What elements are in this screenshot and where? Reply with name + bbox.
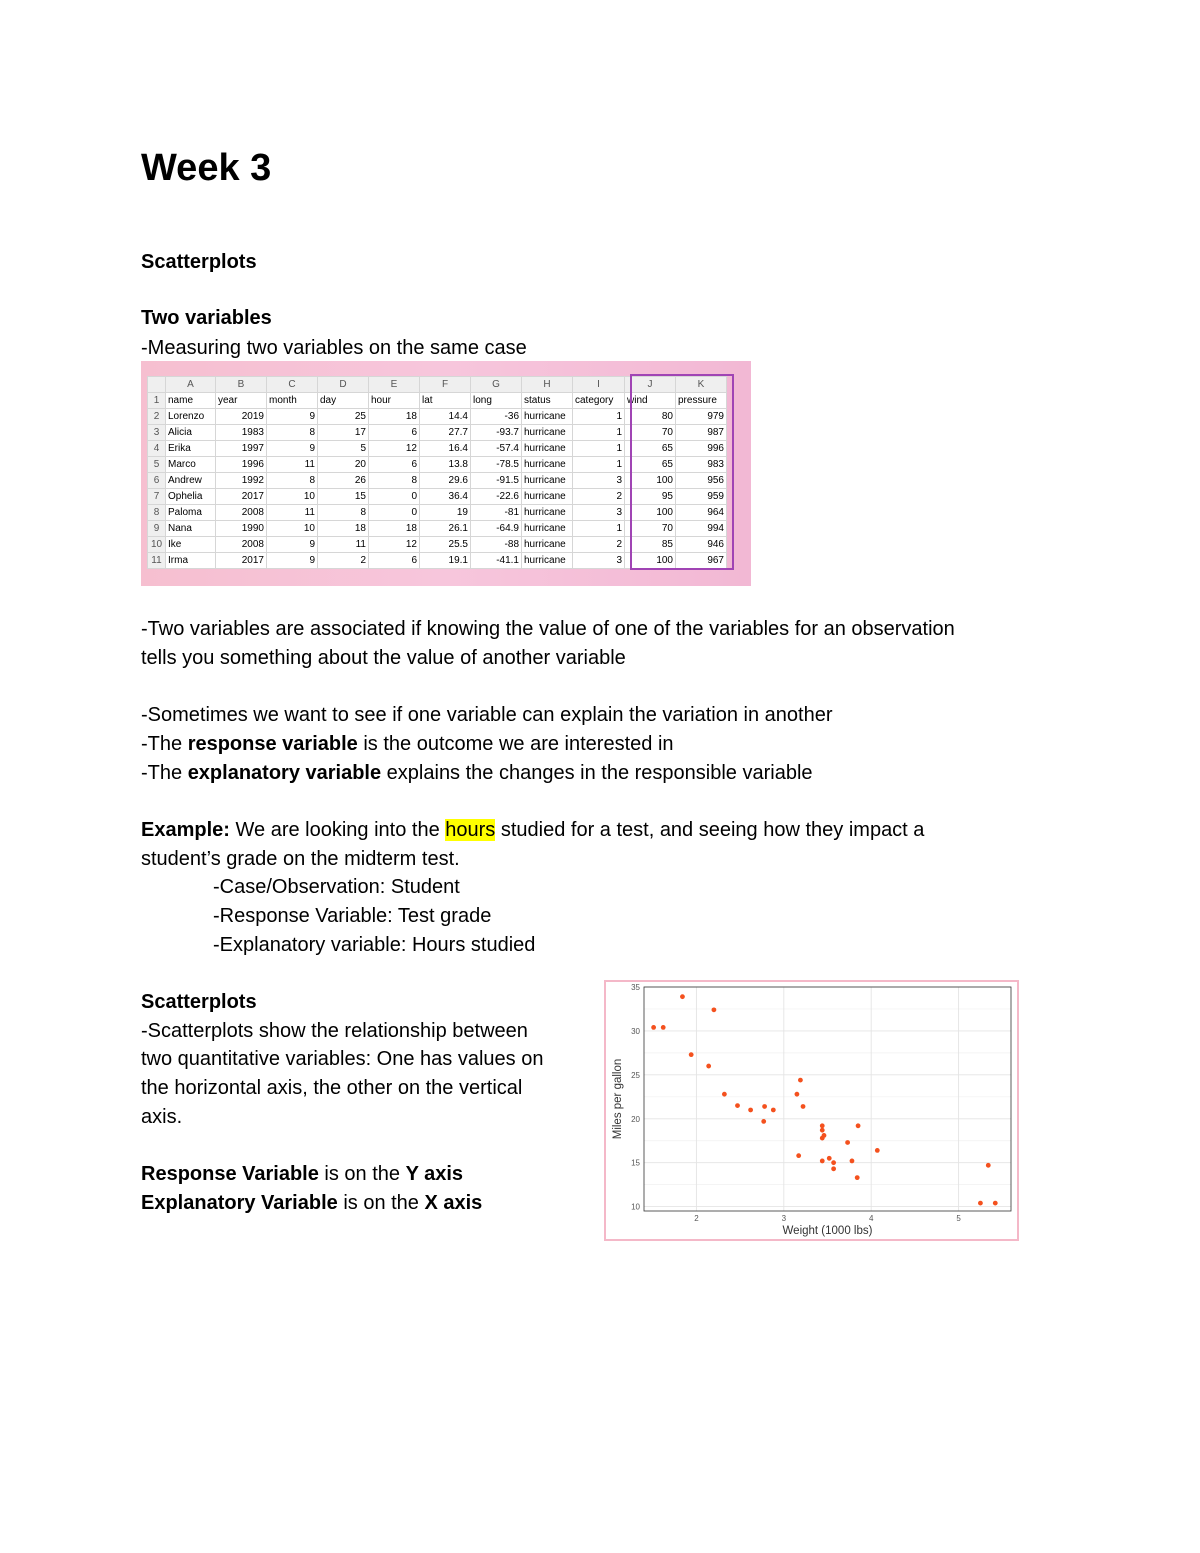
data-point (722, 1092, 727, 1097)
row-number: 5 (148, 457, 166, 473)
spreadsheet-cell: 16.4 (420, 441, 471, 457)
row-number: 4 (148, 441, 166, 457)
row-number: 2 (148, 409, 166, 425)
spreadsheet-cell: 27.7 (420, 425, 471, 441)
column-letter: H (522, 377, 573, 393)
example-response: -Response Variable: Test grade (213, 905, 492, 927)
spreadsheet-cell: hurricane (522, 505, 573, 521)
spreadsheet-cell: 2008 (216, 537, 267, 553)
spreadsheet-cell: 3 (573, 505, 625, 521)
y-tick-label: 25 (631, 1070, 640, 1080)
spreadsheet-cell: 15 (318, 489, 369, 505)
example-line-1: Example: We are looking into the hours studied for a test, and seeing how they impact a (141, 819, 925, 841)
spreadsheet-cell: 25.5 (420, 537, 471, 553)
spreadsheet-cell: 18 (318, 521, 369, 537)
spreadsheet-cell: 5 (318, 441, 369, 457)
data-point (761, 1119, 766, 1124)
data-point (801, 1104, 806, 1109)
spreadsheet-cell: 6 (369, 425, 420, 441)
data-point (706, 1064, 711, 1069)
spreadsheet-cell: 36.4 (420, 489, 471, 505)
chart-grid (644, 987, 1011, 1211)
spreadsheet-cell: Paloma (166, 505, 216, 521)
spreadsheet-cell: 17 (318, 425, 369, 441)
spreadsheet-cell: hurricane (522, 457, 573, 473)
scatter-desc-line-3: the horizontal axis, the other on the vertical (141, 1077, 523, 1099)
data-point (771, 1108, 776, 1113)
spreadsheet-cell: 2019 (216, 409, 267, 425)
scatter-chart (606, 982, 1017, 1239)
spreadsheet-cell: day (318, 393, 369, 409)
y-tick-label: 20 (631, 1114, 640, 1124)
spreadsheet-cell: 100 (625, 553, 676, 569)
spreadsheet-cell: -36 (471, 409, 522, 425)
data-point (680, 994, 685, 999)
spreadsheet-cell: 9 (267, 553, 318, 569)
spreadsheet-cell: 987 (676, 425, 727, 441)
data-point (978, 1201, 983, 1206)
y-axis-label: Miles per gallon (612, 1058, 624, 1140)
data-point (827, 1156, 832, 1161)
highlighted-hours: hours (445, 819, 496, 841)
data-point (820, 1123, 825, 1128)
x-axis-label: Weight (1000 lbs) (782, 1225, 873, 1237)
data-point (689, 1052, 694, 1057)
row-number: 10 (148, 537, 166, 553)
spreadsheet-cell: 9 (267, 441, 318, 457)
spreadsheet-cell: month (267, 393, 318, 409)
x-tick-label: 3 (781, 1214, 787, 1223)
spreadsheet-cell: hurricane (522, 409, 573, 425)
spreadsheet-cell: 2017 (216, 489, 267, 505)
column-letter: J (625, 377, 676, 393)
spreadsheet-cell: Andrew (166, 473, 216, 489)
scatter-desc-line-2: two quantitative variables: One has values on (141, 1048, 544, 1070)
spreadsheet-cell: 1990 (216, 521, 267, 537)
x-tick-label: 5 (956, 1214, 961, 1223)
spreadsheet-cell: Erika (166, 441, 216, 457)
row-number: 9 (148, 521, 166, 537)
data-point (850, 1159, 855, 1164)
explanatory-variable-line: -The explanatory variable explains the changes in the responsible variable (141, 762, 813, 784)
data-point (820, 1128, 825, 1133)
spreadsheet-cell: 29.6 (420, 473, 471, 489)
spreadsheet-cell: 956 (676, 473, 727, 489)
row-number: 11 (148, 553, 166, 569)
row-number: 3 (148, 425, 166, 441)
spreadsheet-cell: -91.5 (471, 473, 522, 489)
sometimes-line: -Sometimes we want to see if one variable can explain the variation in another (141, 704, 833, 726)
spreadsheet-cell: -64.9 (471, 521, 522, 537)
spreadsheet-cell: 9 (267, 537, 318, 553)
wind-pressure-selection-box (630, 374, 734, 570)
y-tick-label: 35 (631, 983, 640, 992)
example-line-2: student’s grade on the midterm test. (141, 848, 460, 870)
spreadsheet-cell: 10 (267, 489, 318, 505)
y-tick-label: 10 (631, 1202, 640, 1212)
spreadsheet-cell: hurricane (522, 425, 573, 441)
axis-rule-x: Explanatory Variable is on the X axis (141, 1192, 483, 1214)
spreadsheet-cell: 983 (676, 457, 727, 473)
spreadsheet-cell: 19 (420, 505, 471, 521)
spreadsheet-cell: hurricane (522, 473, 573, 489)
spreadsheet-cell: Irma (166, 553, 216, 569)
data-point (796, 1153, 801, 1158)
data-point (712, 1007, 717, 1012)
spreadsheet-cell: 11 (318, 537, 369, 553)
row-number: 1 (148, 393, 166, 409)
spreadsheet-cell: 26 (318, 473, 369, 489)
spreadsheet-cell: 12 (369, 537, 420, 553)
data-point (762, 1104, 767, 1109)
spreadsheet-cell: wind (625, 393, 676, 409)
spreadsheet-cell: 1992 (216, 473, 267, 489)
spreadsheet-cell: 994 (676, 521, 727, 537)
data-point (993, 1201, 998, 1206)
spreadsheet-cell: -57.4 (471, 441, 522, 457)
column-letter: F (420, 377, 471, 393)
spreadsheet-cell: 10 (267, 521, 318, 537)
spreadsheet-cell: 6 (369, 457, 420, 473)
spreadsheet-cell: 1 (573, 409, 625, 425)
association-line-2: tells you something about the value of another variable (141, 647, 626, 669)
spreadsheet-cell: hurricane (522, 521, 573, 537)
spreadsheet-cell: 11 (267, 457, 318, 473)
spreadsheet-cell: 1 (573, 457, 625, 473)
spreadsheet-cell: 8 (267, 425, 318, 441)
spreadsheet-cell: 2 (573, 537, 625, 553)
spreadsheet-cell: 0 (369, 489, 420, 505)
spreadsheet-cell: category (573, 393, 625, 409)
spreadsheet-cell: hurricane (522, 489, 573, 505)
spreadsheet-cell: 996 (676, 441, 727, 457)
spreadsheet-cell: 20 (318, 457, 369, 473)
spreadsheet-cell: 1 (573, 441, 625, 457)
spreadsheet-cell: 26.1 (420, 521, 471, 537)
data-point (831, 1160, 836, 1165)
spreadsheet-cell: 2 (318, 553, 369, 569)
x-tick-label: 2 (694, 1214, 699, 1223)
spreadsheet-cell: 100 (625, 473, 676, 489)
row-number: 6 (148, 473, 166, 489)
spreadsheet-cell: name (166, 393, 216, 409)
spreadsheet-cell: 964 (676, 505, 727, 521)
spreadsheet-cell: 13.8 (420, 457, 471, 473)
spreadsheet-cell: 967 (676, 553, 727, 569)
data-point (651, 1025, 656, 1030)
spreadsheet-cell: -41.1 (471, 553, 522, 569)
row-number: 8 (148, 505, 166, 521)
association-line-1: -Two variables are associated if knowing the value of one of the variables for an observation (141, 618, 955, 640)
column-letter: I (573, 377, 625, 393)
spreadsheet-cell: -81 (471, 505, 522, 521)
axis-ticks (631, 983, 961, 1223)
scatter-chart-frame (604, 980, 1019, 1241)
spreadsheet-cell: 1996 (216, 457, 267, 473)
spreadsheet-cell: 8 (318, 505, 369, 521)
spreadsheet-cell: 9 (267, 409, 318, 425)
spreadsheet-cell: status (522, 393, 573, 409)
spreadsheet-cell: 12 (369, 441, 420, 457)
spreadsheet-cell: 2008 (216, 505, 267, 521)
spreadsheet-cell: long (471, 393, 522, 409)
spreadsheet-cell: -93.7 (471, 425, 522, 441)
spreadsheet-cell: 979 (676, 409, 727, 425)
spreadsheet-cell: 2 (573, 489, 625, 505)
spreadsheet-cell: lat (420, 393, 471, 409)
spreadsheet-cell: 1 (573, 425, 625, 441)
subheading-two-variables: Two variables (141, 307, 272, 329)
spreadsheet-cell: 19.1 (420, 553, 471, 569)
data-point (986, 1163, 991, 1168)
spreadsheet-cell: 25 (318, 409, 369, 425)
data-point (661, 1025, 666, 1030)
spreadsheet-cell: 70 (625, 521, 676, 537)
spreadsheet-cell: 3 (573, 553, 625, 569)
spreadsheet-cell: pressure (676, 393, 727, 409)
spreadsheet-cell: Ophelia (166, 489, 216, 505)
spreadsheet-cell: hurricane (522, 537, 573, 553)
example-explanatory: -Explanatory variable: Hours studied (213, 934, 536, 956)
spreadsheet-cell: -78.5 (471, 457, 522, 473)
spreadsheet-cell: 8 (369, 473, 420, 489)
spreadsheet-cell: 6 (369, 553, 420, 569)
spreadsheet-cell: 70 (625, 425, 676, 441)
data-point (856, 1123, 861, 1128)
data-point (845, 1140, 850, 1145)
scatter-desc-line-4: axis. (141, 1106, 183, 1128)
spreadsheet-cell: 2017 (216, 553, 267, 569)
data-point (735, 1103, 740, 1108)
spreadsheet-cell: 18 (369, 409, 420, 425)
data-point (875, 1148, 880, 1153)
page-title: Week 3 (141, 147, 272, 189)
data-point (820, 1159, 825, 1164)
spreadsheet-cell: 946 (676, 537, 727, 553)
spreadsheet-cell: 959 (676, 489, 727, 505)
column-letter: B (216, 377, 267, 393)
column-letter: E (369, 377, 420, 393)
column-letter: K (676, 377, 727, 393)
column-letter: D (318, 377, 369, 393)
spreadsheet-cell: 8 (267, 473, 318, 489)
spreadsheet-cell: Alicia (166, 425, 216, 441)
column-letter: A (166, 377, 216, 393)
spreadsheet-cell: hurricane (522, 441, 573, 457)
response-variable-line: -The response variable is the outcome we are interested in (141, 733, 674, 755)
column-letter: C (267, 377, 318, 393)
spreadsheet-cell: 3 (573, 473, 625, 489)
data-point (831, 1166, 836, 1171)
spreadsheet-cell: 1 (573, 521, 625, 537)
spreadsheet-cell: 95 (625, 489, 676, 505)
spreadsheet-cell: hour (369, 393, 420, 409)
spreadsheet-cell: 0 (369, 505, 420, 521)
data-point (795, 1092, 800, 1097)
y-tick-label: 30 (631, 1026, 640, 1036)
data-point (798, 1078, 803, 1083)
spreadsheet-cell: Ike (166, 537, 216, 553)
measuring-line: -Measuring two variables on the same case (141, 337, 527, 359)
plot-panel-border (644, 987, 1011, 1211)
scatter-points (651, 994, 997, 1205)
axis-rule-y: Response Variable is on the Y axis (141, 1163, 464, 1185)
spreadsheet-cell: 1983 (216, 425, 267, 441)
spreadsheet-cell: 65 (625, 441, 676, 457)
spreadsheet-cell: 18 (369, 521, 420, 537)
row-number: 7 (148, 489, 166, 505)
spreadsheet-cell: 65 (625, 457, 676, 473)
x-tick-label: 4 (868, 1214, 874, 1223)
spreadsheet-cell: 80 (625, 409, 676, 425)
spreadsheet-cell: -22.6 (471, 489, 522, 505)
example-case: -Case/Observation: Student (213, 876, 460, 898)
spreadsheet-cell: -88 (471, 537, 522, 553)
spreadsheet-cell: 100 (625, 505, 676, 521)
spreadsheet-cell: Lorenzo (166, 409, 216, 425)
data-point (855, 1175, 860, 1180)
data-point (822, 1133, 827, 1138)
section-heading-scatterplots: Scatterplots (141, 251, 257, 273)
spreadsheet-cell: 1997 (216, 441, 267, 457)
spreadsheet-cell: 85 (625, 537, 676, 553)
spreadsheet-cell: year (216, 393, 267, 409)
y-tick-label: 15 (631, 1158, 640, 1168)
spreadsheet-cell: Marco (166, 457, 216, 473)
section-heading-scatterplots-2: Scatterplots (141, 991, 257, 1013)
corner-cell (148, 377, 166, 393)
spreadsheet-cell: hurricane (522, 553, 573, 569)
spreadsheet-cell: 14.4 (420, 409, 471, 425)
spreadsheet-cell: 11 (267, 505, 318, 521)
scatter-desc-line-1: -Scatterplots show the relationship between (141, 1020, 528, 1042)
data-point (748, 1108, 753, 1113)
spreadsheet-cell: Nana (166, 521, 216, 537)
column-letter: G (471, 377, 522, 393)
